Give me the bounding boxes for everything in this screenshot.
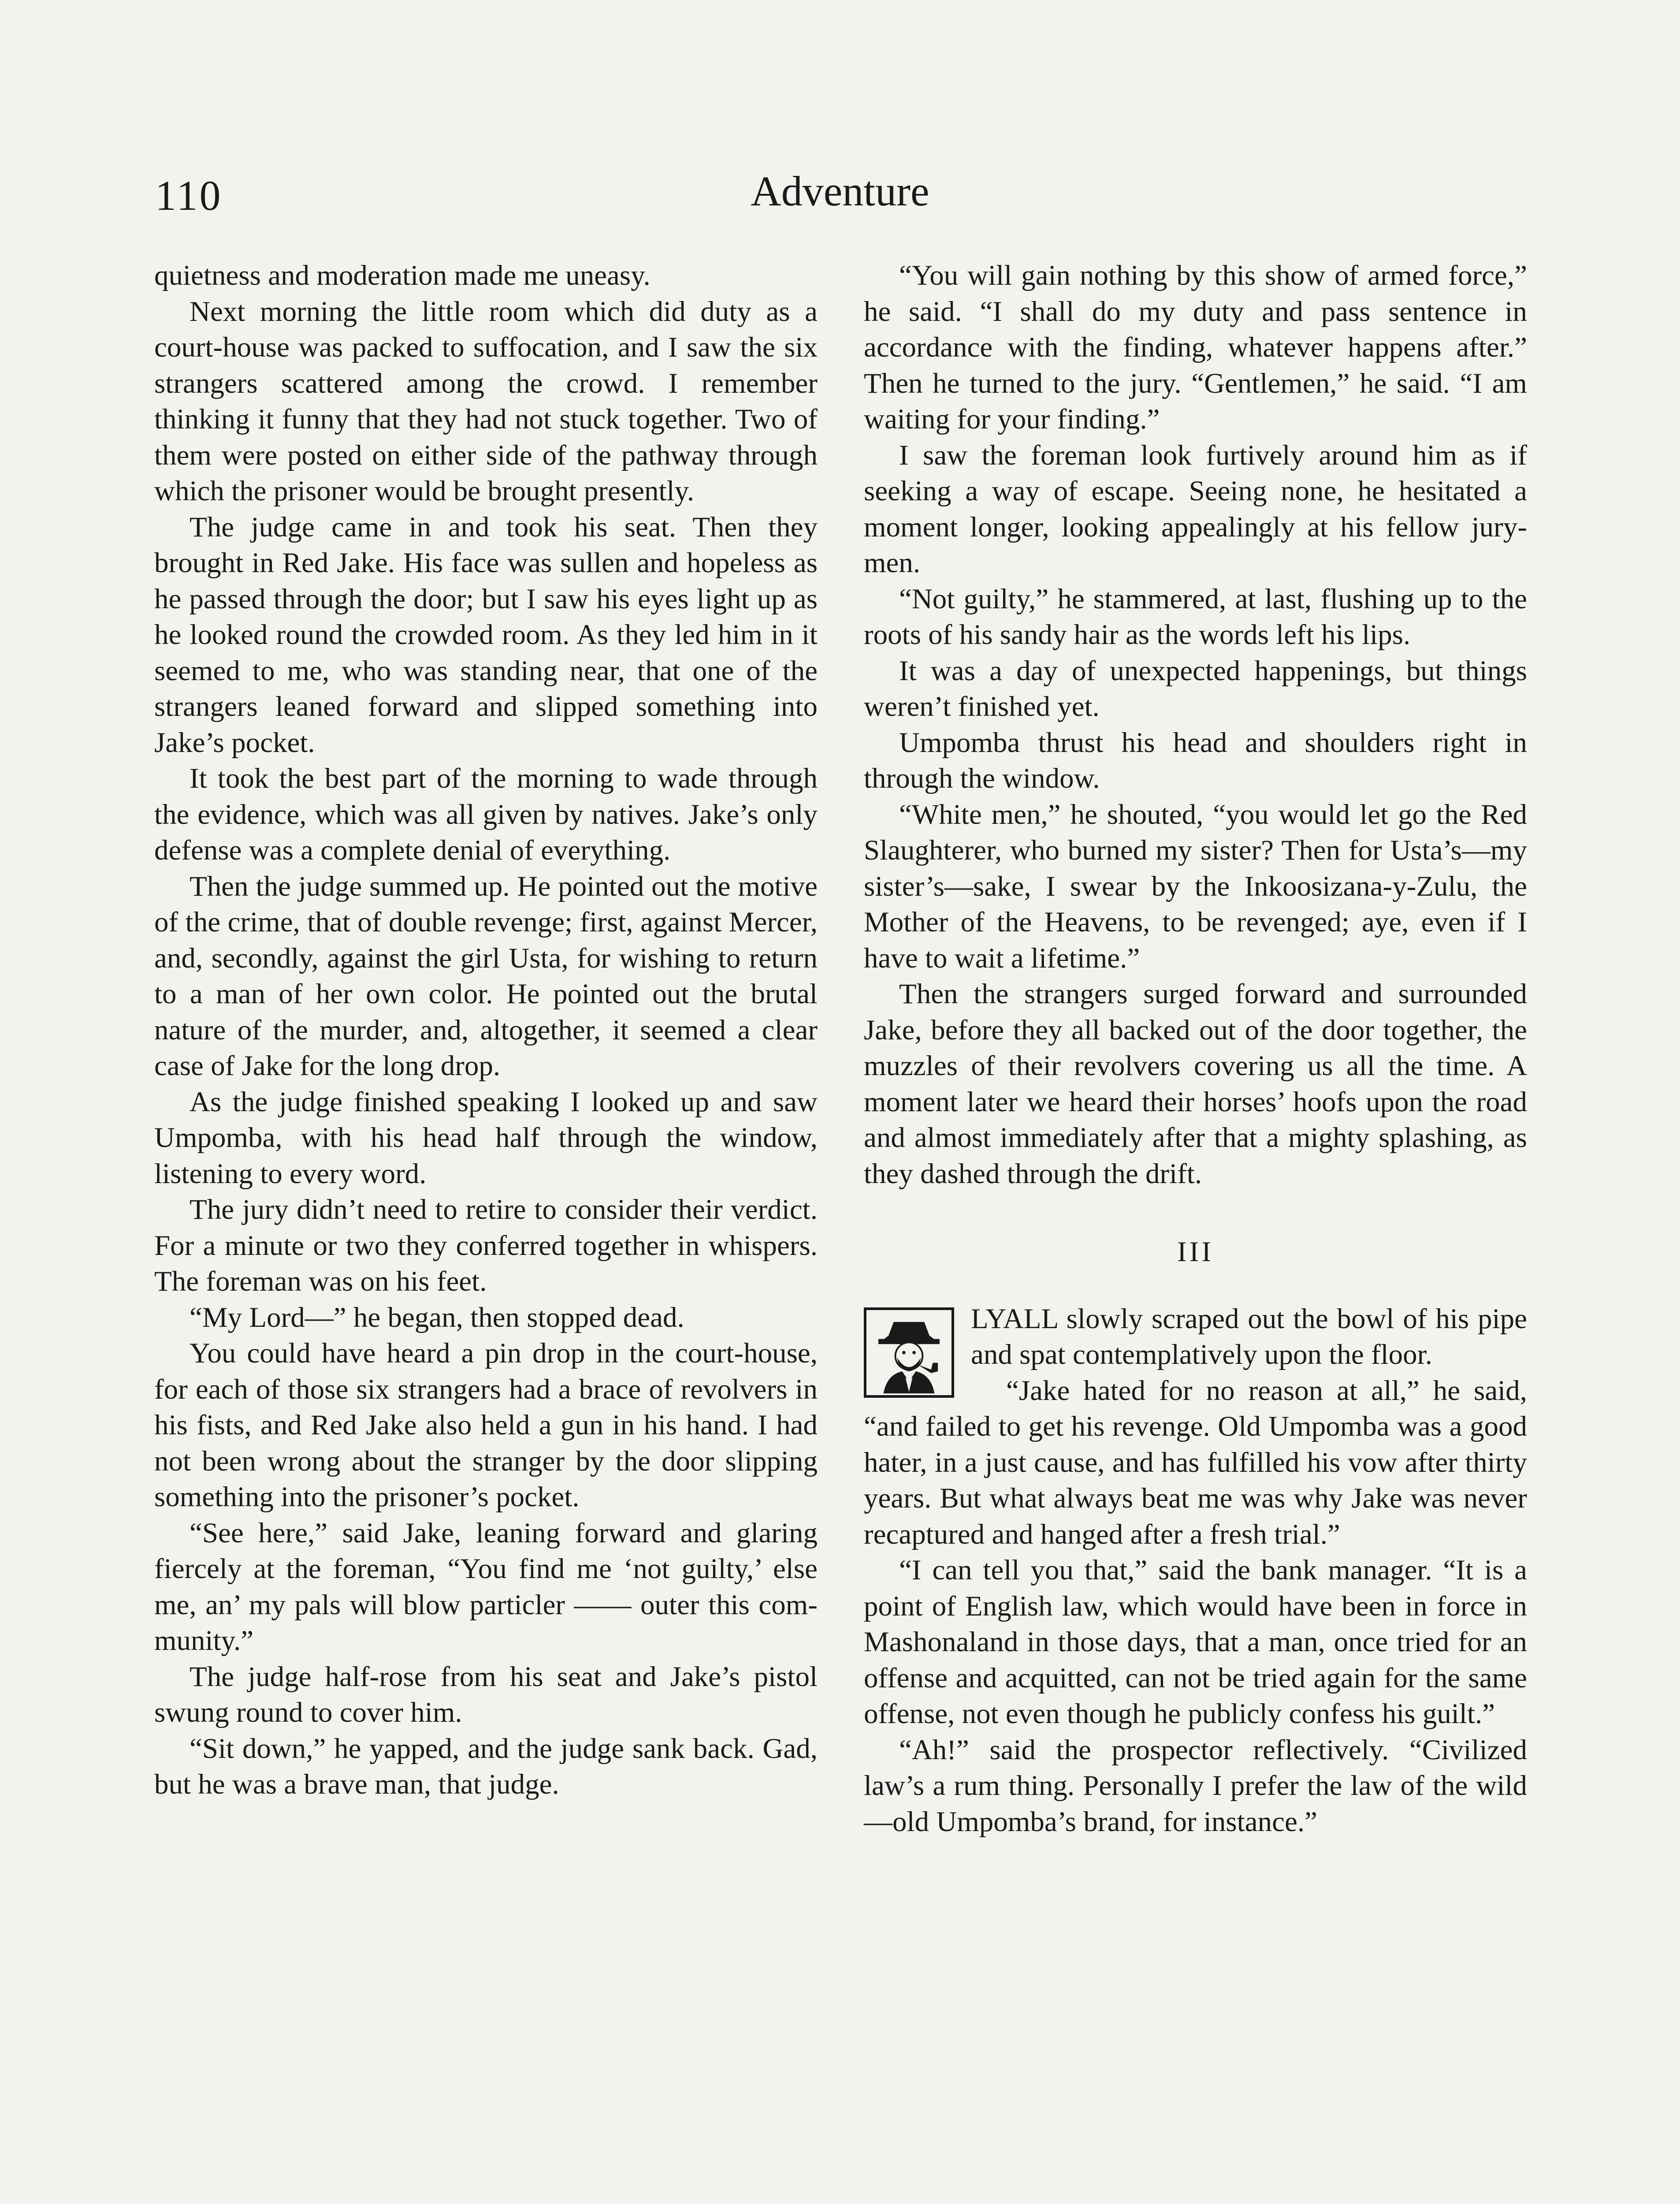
paragraph: The jury didn’t need to retire to consider their verdict. For a minute or two they conferred together in whispers. The foreman was on his feet. <box>154 1194 818 1297</box>
section-heading: III <box>1177 1236 1214 1268</box>
paragraph: LYALL slowly scraped out the bowl of his pipe and spat contemplatively upon the floor. <box>971 1303 1527 1370</box>
paragraph: I saw the foreman look furtively around him as if seeking a way of escape. Seeing none, he hesitated a moment longer, looking appealingly at his fellow jurymen. <box>864 439 1527 579</box>
running-head-title: Adventure <box>751 168 929 215</box>
paragraph: “White men,” he shouted, “you would let go the Red Slaughterer, who burned my sister? Then for Usta’s—my sister’s—sake, I swear by the Inkoosizana-y-Zulu, the Mother of the Heavens, to be revenged; aye, even if I have to wait a lifetime.” <box>864 798 1527 974</box>
paragraph: Next morning the little room which did duty as a court-house was packed to suffocation, and I saw the six strangers scattered among the crowd. I remember thinking it funny that they had not stuck together. Two of them were posted on either side of the pathway through which the prisoner would be brought presently. <box>154 295 818 507</box>
paragraph: “Sit down,” he yapped, and the judge sank back. Gad, but he was a brave man, that judge. <box>154 1732 818 1800</box>
paragraph: The judge half-rose from his seat and Jake’s pistol swung round to cover him. <box>154 1660 818 1728</box>
paragraph: “I can tell you that,” said the bank manager. “It is a point of English law, which would have been in force in Mashonaland in those days, that a man, once tried for an offense and acquitted, can not be tried again for the same offense, not even though he publicly confess his guilt.” <box>864 1554 1527 1730</box>
left-column <box>154 258 818 1803</box>
paragraph: The judge came in and took his seat. Then they brought in Red Jake. His face was sullen and hopeless as he passed through the door; but I saw his eyes light up as he looked round the crowded room. As they led him in it seemed to me, who was standing near, that one of the strangers leaned forward and slipped something into Jake’s pocket. <box>154 511 818 759</box>
paragraph: quietness and moderation made me uneasy. <box>154 260 650 291</box>
paragraph: “See here,” said Jake, leaning forward and glaring fiercely at the foreman, “You find me ‘not guilty,’ else me, an’ my pals will blow particler —— outer this community.” <box>154 1517 818 1657</box>
man-with-pipe-icon <box>864 1307 954 1398</box>
paragraph: Then the strangers surged forward and surrounded Jake, before they all backed out of the door together, the muzzles of their revolvers covering us all the time. A moment later we heard their horses’ hoofs upon the road and almost immediately after that a mighty splashing, as they dashed through the drift. <box>864 978 1527 1190</box>
page-number: 110 <box>155 172 223 219</box>
paragraph: It took the best part of the morning to wade through the evidence, which was all given by natives. Jake’s only defense was a complete denial of everything. <box>154 763 818 866</box>
paragraph: “You will gain nothing by this show of armed force,” he said. “I shall do my duty and pass sentence in accordance with the finding, whatever happens after.” Then he turned to the jury. “Gentlemen,” he said. “I am waiting for your finding.” <box>864 260 1527 435</box>
paragraph: “Jake hated for no reason at all,” he said, “and failed to get his revenge. Old Umpomba was a good hater, in a just cause, and has fulfilled his vow after thirty years. But what always beat me was why Jake was never recaptured and hanged after a fresh trial.” <box>864 1374 1527 1550</box>
paragraph: You could have heard a pin drop in the court-house, for each of those six strangers had a brace of revolvers in his fists, and Red Jake also held a gun in his hand. I had not been wrong about the stranger by the door slipping something into the prisoner’s pocket. <box>154 1337 818 1513</box>
paragraph: “My Lord—” he began, then stopped dead. <box>190 1301 684 1333</box>
paragraph: “Ah!” said the prospector reflectively. “Civilized law’s a rum thing. Personally I prefer the law of the wild—old Umpomba’s brand, for instance.” <box>864 1734 1527 1838</box>
paragraph: “Not guilty,” he stammered, at last, flushing up to the roots of his sandy hair as the words left his lips. <box>864 583 1527 651</box>
right-column <box>864 258 1527 1840</box>
paragraph: Then the judge summed up. He pointed out the motive of the crime, that of double revenge; first, against Mercer, and, secondly, against the girl Usta, for wishing to return to a man of her own color. He pointed out the brutal nature of the murder, and, altogether, it seemed a clear case of Jake for the long drop. <box>154 870 818 1082</box>
paragraph: Umpomba thrust his head and shoulders right in through the window. <box>864 726 1527 794</box>
paragraph: As the judge finished speaking I looked up and saw Umpomba, with his head half through the window, listening to every word. <box>154 1086 818 1190</box>
paragraph: It was a day of unexpected happenings, but things weren’t finished yet. <box>864 655 1527 722</box>
